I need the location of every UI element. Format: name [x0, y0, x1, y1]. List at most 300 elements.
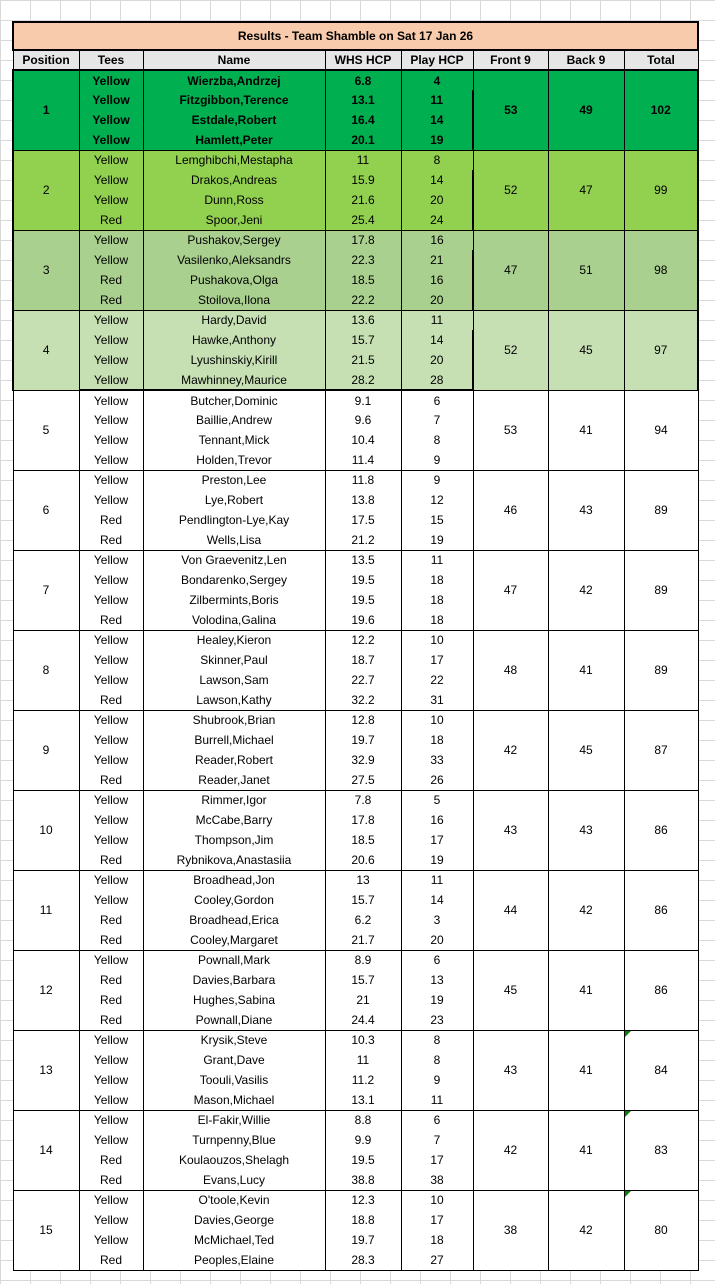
- player-tees[interactable]: Yellow: [79, 550, 143, 570]
- player-play-hcp[interactable]: 16: [401, 810, 473, 830]
- player-whs-hcp[interactable]: 21.5: [325, 350, 401, 370]
- player-tees[interactable]: Yellow: [79, 150, 143, 170]
- team-total[interactable]: 84: [624, 1030, 698, 1110]
- team-back9[interactable]: 42: [548, 1190, 624, 1270]
- player-play-hcp[interactable]: 11: [401, 870, 473, 890]
- player-name[interactable]: Wells,Lisa: [143, 530, 325, 550]
- player-tees[interactable]: Yellow: [79, 1070, 143, 1090]
- team-total[interactable]: 89: [624, 470, 698, 550]
- team-total[interactable]: 83: [624, 1110, 698, 1190]
- player-play-hcp[interactable]: 6: [401, 1110, 473, 1130]
- player-name[interactable]: Stoilova,Ilona: [143, 290, 325, 310]
- player-whs-hcp[interactable]: 21.2: [325, 530, 401, 550]
- team-front9[interactable]: 43: [473, 1030, 548, 1110]
- player-whs-hcp[interactable]: 15.7: [325, 970, 401, 990]
- team-total[interactable]: 86: [624, 950, 698, 1030]
- player-play-hcp[interactable]: 24: [401, 210, 473, 230]
- player-name[interactable]: Hamlett,Peter: [143, 130, 325, 150]
- player-name[interactable]: Peoples,Elaine: [143, 1250, 325, 1270]
- player-whs-hcp[interactable]: 6.2: [325, 910, 401, 930]
- player-name[interactable]: Preston,Lee: [143, 470, 325, 490]
- player-whs-hcp[interactable]: 11.8: [325, 470, 401, 490]
- player-play-hcp[interactable]: 18: [401, 570, 473, 590]
- player-whs-hcp[interactable]: 10.4: [325, 430, 401, 450]
- player-tees[interactable]: Red: [79, 1170, 143, 1190]
- player-play-hcp[interactable]: 28: [401, 370, 473, 390]
- player-name[interactable]: Estdale,Robert: [143, 110, 325, 130]
- header-play-hcp[interactable]: Play HCP: [401, 50, 473, 70]
- player-whs-hcp[interactable]: 19.7: [325, 1230, 401, 1250]
- player-whs-hcp[interactable]: 27.5: [325, 770, 401, 790]
- player-whs-hcp[interactable]: 18.5: [325, 270, 401, 290]
- player-whs-hcp[interactable]: 17.8: [325, 810, 401, 830]
- player-name[interactable]: Dunn,Ross: [143, 190, 325, 210]
- player-name[interactable]: El-Fakir,Willie: [143, 1110, 325, 1130]
- header-whs-hcp[interactable]: WHS HCP: [325, 50, 401, 70]
- player-whs-hcp[interactable]: 11: [325, 150, 401, 170]
- player-whs-hcp[interactable]: 18.5: [325, 830, 401, 850]
- player-tees[interactable]: Yellow: [79, 650, 143, 670]
- player-tees[interactable]: Yellow: [79, 350, 143, 370]
- player-tees[interactable]: Yellow: [79, 410, 143, 430]
- team-total[interactable]: 86: [624, 790, 698, 870]
- team-position[interactable]: 6: [13, 470, 79, 550]
- team-back9[interactable]: 41: [548, 1110, 624, 1190]
- header-total[interactable]: Total: [624, 50, 698, 70]
- player-whs-hcp[interactable]: 25.4: [325, 210, 401, 230]
- player-name[interactable]: Koulaouzos,Shelagh: [143, 1150, 325, 1170]
- player-tees[interactable]: Yellow: [79, 230, 143, 250]
- player-whs-hcp[interactable]: 9.6: [325, 410, 401, 430]
- player-name[interactable]: Von Graevenitz,Len: [143, 550, 325, 570]
- team-position[interactable]: 14: [13, 1110, 79, 1190]
- team-back9[interactable]: 42: [548, 550, 624, 630]
- player-tees[interactable]: Red: [79, 610, 143, 630]
- player-play-hcp[interactable]: 18: [401, 1230, 473, 1250]
- player-play-hcp[interactable]: 20: [401, 190, 473, 210]
- team-position[interactable]: 12: [13, 950, 79, 1030]
- player-tees[interactable]: Red: [79, 930, 143, 950]
- player-play-hcp[interactable]: 33: [401, 750, 473, 770]
- player-tees[interactable]: Red: [79, 990, 143, 1010]
- team-back9[interactable]: 43: [548, 790, 624, 870]
- player-play-hcp[interactable]: 14: [401, 170, 473, 190]
- player-play-hcp[interactable]: 18: [401, 590, 473, 610]
- player-whs-hcp[interactable]: 22.2: [325, 290, 401, 310]
- player-name[interactable]: Shubrook,Brian: [143, 710, 325, 730]
- player-play-hcp[interactable]: 23: [401, 1010, 473, 1030]
- player-tees[interactable]: Yellow: [79, 630, 143, 650]
- player-name[interactable]: Burrell,Michael: [143, 730, 325, 750]
- player-play-hcp[interactable]: 12: [401, 490, 473, 510]
- player-name[interactable]: McMichael,Ted: [143, 1230, 325, 1250]
- player-name[interactable]: Pushakova,Olga: [143, 270, 325, 290]
- player-name[interactable]: Krysik,Steve: [143, 1030, 325, 1050]
- player-play-hcp[interactable]: 6: [401, 390, 473, 410]
- player-tees[interactable]: Yellow: [79, 450, 143, 470]
- player-tees[interactable]: Red: [79, 210, 143, 230]
- team-front9[interactable]: 44: [473, 870, 548, 950]
- player-name[interactable]: Vasilenko,Aleksandrs: [143, 250, 325, 270]
- player-name[interactable]: Pushakov,Sergey: [143, 230, 325, 250]
- player-play-hcp[interactable]: 38: [401, 1170, 473, 1190]
- player-whs-hcp[interactable]: 11.4: [325, 450, 401, 470]
- player-play-hcp[interactable]: 19: [401, 130, 473, 150]
- player-tees[interactable]: Red: [79, 770, 143, 790]
- player-play-hcp[interactable]: 10: [401, 1190, 473, 1210]
- team-front9[interactable]: 48: [473, 630, 548, 710]
- player-play-hcp[interactable]: 8: [401, 1050, 473, 1070]
- player-tees[interactable]: Red: [79, 1250, 143, 1270]
- player-tees[interactable]: Yellow: [79, 110, 143, 130]
- player-whs-hcp[interactable]: 21: [325, 990, 401, 1010]
- player-play-hcp[interactable]: 13: [401, 970, 473, 990]
- player-whs-hcp[interactable]: 8.9: [325, 950, 401, 970]
- player-tees[interactable]: Yellow: [79, 370, 143, 390]
- team-front9[interactable]: 52: [473, 150, 548, 230]
- player-tees[interactable]: Yellow: [79, 310, 143, 330]
- player-tees[interactable]: Yellow: [79, 1190, 143, 1210]
- player-name[interactable]: Butcher,Dominic: [143, 390, 325, 410]
- player-whs-hcp[interactable]: 13.8: [325, 490, 401, 510]
- player-tees[interactable]: Red: [79, 970, 143, 990]
- player-whs-hcp[interactable]: 28.3: [325, 1250, 401, 1270]
- team-back9[interactable]: 43: [548, 470, 624, 550]
- player-name[interactable]: Mawhinney,Maurice: [143, 370, 325, 390]
- player-whs-hcp[interactable]: 19.5: [325, 590, 401, 610]
- team-total[interactable]: 99: [624, 150, 698, 230]
- team-front9[interactable]: 46: [473, 470, 548, 550]
- player-play-hcp[interactable]: 16: [401, 230, 473, 250]
- team-back9[interactable]: 49: [548, 70, 624, 150]
- player-whs-hcp[interactable]: 18.7: [325, 650, 401, 670]
- player-tees[interactable]: Yellow: [79, 830, 143, 850]
- player-tees[interactable]: Yellow: [79, 790, 143, 810]
- player-whs-hcp[interactable]: 19.6: [325, 610, 401, 630]
- team-total[interactable]: 80: [624, 1190, 698, 1270]
- player-tees[interactable]: Red: [79, 290, 143, 310]
- player-whs-hcp[interactable]: 13: [325, 870, 401, 890]
- player-whs-hcp[interactable]: 15.9: [325, 170, 401, 190]
- player-name[interactable]: Healey,Kieron: [143, 630, 325, 650]
- player-play-hcp[interactable]: 22: [401, 670, 473, 690]
- player-play-hcp[interactable]: 9: [401, 470, 473, 490]
- player-whs-hcp[interactable]: 8.8: [325, 1110, 401, 1130]
- player-play-hcp[interactable]: 20: [401, 350, 473, 370]
- player-name[interactable]: Broadhead,Erica: [143, 910, 325, 930]
- player-tees[interactable]: Yellow: [79, 570, 143, 590]
- player-whs-hcp[interactable]: 9.1: [325, 390, 401, 410]
- player-tees[interactable]: Yellow: [79, 470, 143, 490]
- player-whs-hcp[interactable]: 21.6: [325, 190, 401, 210]
- player-play-hcp[interactable]: 18: [401, 610, 473, 630]
- team-total[interactable]: 97: [624, 310, 698, 390]
- player-play-hcp[interactable]: 17: [401, 1150, 473, 1170]
- player-name[interactable]: Pownall,Diane: [143, 1010, 325, 1030]
- player-tees[interactable]: Yellow: [79, 390, 143, 410]
- player-play-hcp[interactable]: 11: [401, 550, 473, 570]
- player-play-hcp[interactable]: 19: [401, 990, 473, 1010]
- team-total[interactable]: 94: [624, 390, 698, 470]
- player-whs-hcp[interactable]: 38.8: [325, 1170, 401, 1190]
- player-tees[interactable]: Yellow: [79, 1130, 143, 1150]
- player-tees[interactable]: Yellow: [79, 890, 143, 910]
- team-front9[interactable]: 53: [473, 70, 548, 150]
- team-position[interactable]: 8: [13, 630, 79, 710]
- team-front9[interactable]: 45: [473, 950, 548, 1030]
- player-play-hcp[interactable]: 16: [401, 270, 473, 290]
- player-whs-hcp[interactable]: 13.1: [325, 1090, 401, 1110]
- team-total[interactable]: 98: [624, 230, 698, 310]
- team-back9[interactable]: 42: [548, 870, 624, 950]
- team-back9[interactable]: 51: [548, 230, 624, 310]
- team-total[interactable]: 89: [624, 550, 698, 630]
- player-play-hcp[interactable]: 14: [401, 330, 473, 350]
- player-name[interactable]: Fitzgibbon,Terence: [143, 90, 325, 110]
- player-whs-hcp[interactable]: 6.8: [325, 70, 401, 90]
- player-tees[interactable]: Yellow: [79, 330, 143, 350]
- player-tees[interactable]: Yellow: [79, 430, 143, 450]
- player-tees[interactable]: Yellow: [79, 730, 143, 750]
- player-play-hcp[interactable]: 20: [401, 930, 473, 950]
- player-play-hcp[interactable]: 17: [401, 1210, 473, 1230]
- player-name[interactable]: Broadhead,Jon: [143, 870, 325, 890]
- player-whs-hcp[interactable]: 13.6: [325, 310, 401, 330]
- player-tees[interactable]: Yellow: [79, 810, 143, 830]
- player-name[interactable]: Skinner,Paul: [143, 650, 325, 670]
- player-name[interactable]: Turnpenny,Blue: [143, 1130, 325, 1150]
- player-tees[interactable]: Yellow: [79, 590, 143, 610]
- header-back9[interactable]: Back 9: [548, 50, 624, 70]
- header-tees[interactable]: Tees: [79, 50, 143, 70]
- player-whs-hcp[interactable]: 17.8: [325, 230, 401, 250]
- team-position[interactable]: 7: [13, 550, 79, 630]
- team-front9[interactable]: 42: [473, 710, 548, 790]
- team-back9[interactable]: 45: [548, 710, 624, 790]
- player-whs-hcp[interactable]: 22.7: [325, 670, 401, 690]
- player-name[interactable]: Baillie,Andrew: [143, 410, 325, 430]
- team-position[interactable]: 9: [13, 710, 79, 790]
- team-back9[interactable]: 47: [548, 150, 624, 230]
- player-tees[interactable]: Yellow: [79, 1030, 143, 1050]
- player-whs-hcp[interactable]: 24.4: [325, 1010, 401, 1030]
- player-play-hcp[interactable]: 3: [401, 910, 473, 930]
- player-whs-hcp[interactable]: 19.7: [325, 730, 401, 750]
- player-whs-hcp[interactable]: 28.2: [325, 370, 401, 390]
- player-tees[interactable]: Yellow: [79, 1090, 143, 1110]
- team-position[interactable]: 15: [13, 1190, 79, 1270]
- player-name[interactable]: Grant,Dave: [143, 1050, 325, 1070]
- player-play-hcp[interactable]: 10: [401, 710, 473, 730]
- player-tees[interactable]: Yellow: [79, 1050, 143, 1070]
- player-whs-hcp[interactable]: 16.4: [325, 110, 401, 130]
- player-tees[interactable]: Yellow: [79, 130, 143, 150]
- player-whs-hcp[interactable]: 20.6: [325, 850, 401, 870]
- player-tees[interactable]: Yellow: [79, 1230, 143, 1250]
- player-whs-hcp[interactable]: 11.2: [325, 1070, 401, 1090]
- player-name[interactable]: Lye,Robert: [143, 490, 325, 510]
- player-tees[interactable]: Red: [79, 850, 143, 870]
- player-name[interactable]: Hardy,David: [143, 310, 325, 330]
- team-front9[interactable]: 38: [473, 1190, 548, 1270]
- player-tees[interactable]: Yellow: [79, 750, 143, 770]
- player-whs-hcp[interactable]: 19.5: [325, 570, 401, 590]
- player-whs-hcp[interactable]: 22.3: [325, 250, 401, 270]
- player-name[interactable]: McCabe,Barry: [143, 810, 325, 830]
- player-name[interactable]: Wierzba,Andrzej: [143, 70, 325, 90]
- team-front9[interactable]: 52: [473, 310, 548, 390]
- player-play-hcp[interactable]: 14: [401, 110, 473, 130]
- player-play-hcp[interactable]: 7: [401, 410, 473, 430]
- player-name[interactable]: Holden,Trevor: [143, 450, 325, 470]
- team-back9[interactable]: 41: [548, 630, 624, 710]
- player-tees[interactable]: Yellow: [79, 950, 143, 970]
- player-name[interactable]: Pendlington-Lye,Kay: [143, 510, 325, 530]
- player-name[interactable]: Drakos,Andreas: [143, 170, 325, 190]
- results-title[interactable]: Results - Team Shamble on Sat 17 Jan 26: [13, 22, 698, 50]
- player-name[interactable]: Thompson,Jim: [143, 830, 325, 850]
- player-play-hcp[interactable]: 9: [401, 1070, 473, 1090]
- team-front9[interactable]: 47: [473, 230, 548, 310]
- player-name[interactable]: Rybnikova,Anastasiia: [143, 850, 325, 870]
- player-tees[interactable]: Yellow: [79, 70, 143, 90]
- player-play-hcp[interactable]: 20: [401, 290, 473, 310]
- team-position[interactable]: 11: [13, 870, 79, 950]
- player-play-hcp[interactable]: 11: [401, 310, 473, 330]
- player-whs-hcp[interactable]: 9.9: [325, 1130, 401, 1150]
- player-whs-hcp[interactable]: 10.3: [325, 1030, 401, 1050]
- player-tees[interactable]: Red: [79, 1150, 143, 1170]
- player-name[interactable]: Tennant,Mick: [143, 430, 325, 450]
- team-position[interactable]: 10: [13, 790, 79, 870]
- player-name[interactable]: Bondarenko,Sergey: [143, 570, 325, 590]
- player-play-hcp[interactable]: 19: [401, 850, 473, 870]
- player-whs-hcp[interactable]: 13.1: [325, 90, 401, 110]
- player-name[interactable]: O'toole,Kevin: [143, 1190, 325, 1210]
- player-tees[interactable]: Red: [79, 910, 143, 930]
- player-tees[interactable]: Yellow: [79, 1110, 143, 1130]
- player-play-hcp[interactable]: 21: [401, 250, 473, 270]
- team-position[interactable]: 3: [13, 230, 79, 310]
- player-name[interactable]: Lawson,Sam: [143, 670, 325, 690]
- player-name[interactable]: Spoor,Jeni: [143, 210, 325, 230]
- player-tees[interactable]: Yellow: [79, 710, 143, 730]
- player-whs-hcp[interactable]: 15.7: [325, 330, 401, 350]
- player-play-hcp[interactable]: 11: [401, 1090, 473, 1110]
- player-whs-hcp[interactable]: 12.2: [325, 630, 401, 650]
- player-whs-hcp[interactable]: 12.3: [325, 1190, 401, 1210]
- player-whs-hcp[interactable]: 13.5: [325, 550, 401, 570]
- player-whs-hcp[interactable]: 32.2: [325, 690, 401, 710]
- player-play-hcp[interactable]: 26: [401, 770, 473, 790]
- team-position[interactable]: 13: [13, 1030, 79, 1110]
- team-back9[interactable]: 41: [548, 390, 624, 470]
- player-whs-hcp[interactable]: 17.5: [325, 510, 401, 530]
- player-play-hcp[interactable]: 8: [401, 430, 473, 450]
- player-tees[interactable]: Yellow: [79, 870, 143, 890]
- player-play-hcp[interactable]: 31: [401, 690, 473, 710]
- player-name[interactable]: Zilbermints,Boris: [143, 590, 325, 610]
- player-play-hcp[interactable]: 27: [401, 1250, 473, 1270]
- player-tees[interactable]: Red: [79, 510, 143, 530]
- player-play-hcp[interactable]: 8: [401, 150, 473, 170]
- player-tees[interactable]: Yellow: [79, 170, 143, 190]
- team-back9[interactable]: 45: [548, 310, 624, 390]
- player-play-hcp[interactable]: 8: [401, 1030, 473, 1050]
- player-whs-hcp[interactable]: 7.8: [325, 790, 401, 810]
- team-back9[interactable]: 41: [548, 1030, 624, 1110]
- team-front9[interactable]: 53: [473, 390, 548, 470]
- team-total[interactable]: 86: [624, 870, 698, 950]
- player-play-hcp[interactable]: 19: [401, 530, 473, 550]
- player-name[interactable]: Hawke,Anthony: [143, 330, 325, 350]
- player-whs-hcp[interactable]: 19.5: [325, 1150, 401, 1170]
- player-name[interactable]: Davies,George: [143, 1210, 325, 1230]
- player-name[interactable]: Reader,Janet: [143, 770, 325, 790]
- player-play-hcp[interactable]: 4: [401, 70, 473, 90]
- team-position[interactable]: 4: [13, 310, 79, 390]
- team-front9[interactable]: 42: [473, 1110, 548, 1190]
- player-play-hcp[interactable]: 17: [401, 830, 473, 850]
- player-play-hcp[interactable]: 18: [401, 730, 473, 750]
- team-position[interactable]: 2: [13, 150, 79, 230]
- team-total[interactable]: 89: [624, 630, 698, 710]
- player-name[interactable]: Lyushinskiy,Kirill: [143, 350, 325, 370]
- player-whs-hcp[interactable]: 32.9: [325, 750, 401, 770]
- player-play-hcp[interactable]: 7: [401, 1130, 473, 1150]
- player-whs-hcp[interactable]: 18.8: [325, 1210, 401, 1230]
- player-play-hcp[interactable]: 15: [401, 510, 473, 530]
- player-tees[interactable]: Red: [79, 270, 143, 290]
- player-name[interactable]: Hughes,Sabina: [143, 990, 325, 1010]
- player-tees[interactable]: Yellow: [79, 490, 143, 510]
- team-front9[interactable]: 47: [473, 550, 548, 630]
- player-name[interactable]: Rimmer,Igor: [143, 790, 325, 810]
- player-play-hcp[interactable]: 5: [401, 790, 473, 810]
- player-name[interactable]: Cooley,Gordon: [143, 890, 325, 910]
- player-tees[interactable]: Yellow: [79, 190, 143, 210]
- header-name[interactable]: Name: [143, 50, 325, 70]
- player-name[interactable]: Cooley,Margaret: [143, 930, 325, 950]
- player-name[interactable]: Volodina,Galina: [143, 610, 325, 630]
- player-name[interactable]: Davies,Barbara: [143, 970, 325, 990]
- player-whs-hcp[interactable]: 20.1: [325, 130, 401, 150]
- player-tees[interactable]: Yellow: [79, 1210, 143, 1230]
- player-whs-hcp[interactable]: 15.7: [325, 890, 401, 910]
- player-play-hcp[interactable]: 17: [401, 650, 473, 670]
- player-name[interactable]: Evans,Lucy: [143, 1170, 325, 1190]
- team-position[interactable]: 5: [13, 390, 79, 470]
- player-play-hcp[interactable]: 10: [401, 630, 473, 650]
- header-position[interactable]: Position: [13, 50, 79, 70]
- player-play-hcp[interactable]: 9: [401, 450, 473, 470]
- team-front9[interactable]: 43: [473, 790, 548, 870]
- player-whs-hcp[interactable]: 11: [325, 1050, 401, 1070]
- team-total[interactable]: 102: [624, 70, 698, 150]
- player-tees[interactable]: Yellow: [79, 670, 143, 690]
- player-tees[interactable]: Red: [79, 690, 143, 710]
- player-tees[interactable]: Red: [79, 530, 143, 550]
- player-whs-hcp[interactable]: 21.7: [325, 930, 401, 950]
- player-tees[interactable]: Red: [79, 1010, 143, 1030]
- team-position[interactable]: 1: [13, 70, 79, 150]
- player-play-hcp[interactable]: 11: [401, 90, 473, 110]
- player-name[interactable]: Reader,Robert: [143, 750, 325, 770]
- player-play-hcp[interactable]: 6: [401, 950, 473, 970]
- player-name[interactable]: Pownall,Mark: [143, 950, 325, 970]
- player-whs-hcp[interactable]: 12.8: [325, 710, 401, 730]
- header-front9[interactable]: Front 9: [473, 50, 548, 70]
